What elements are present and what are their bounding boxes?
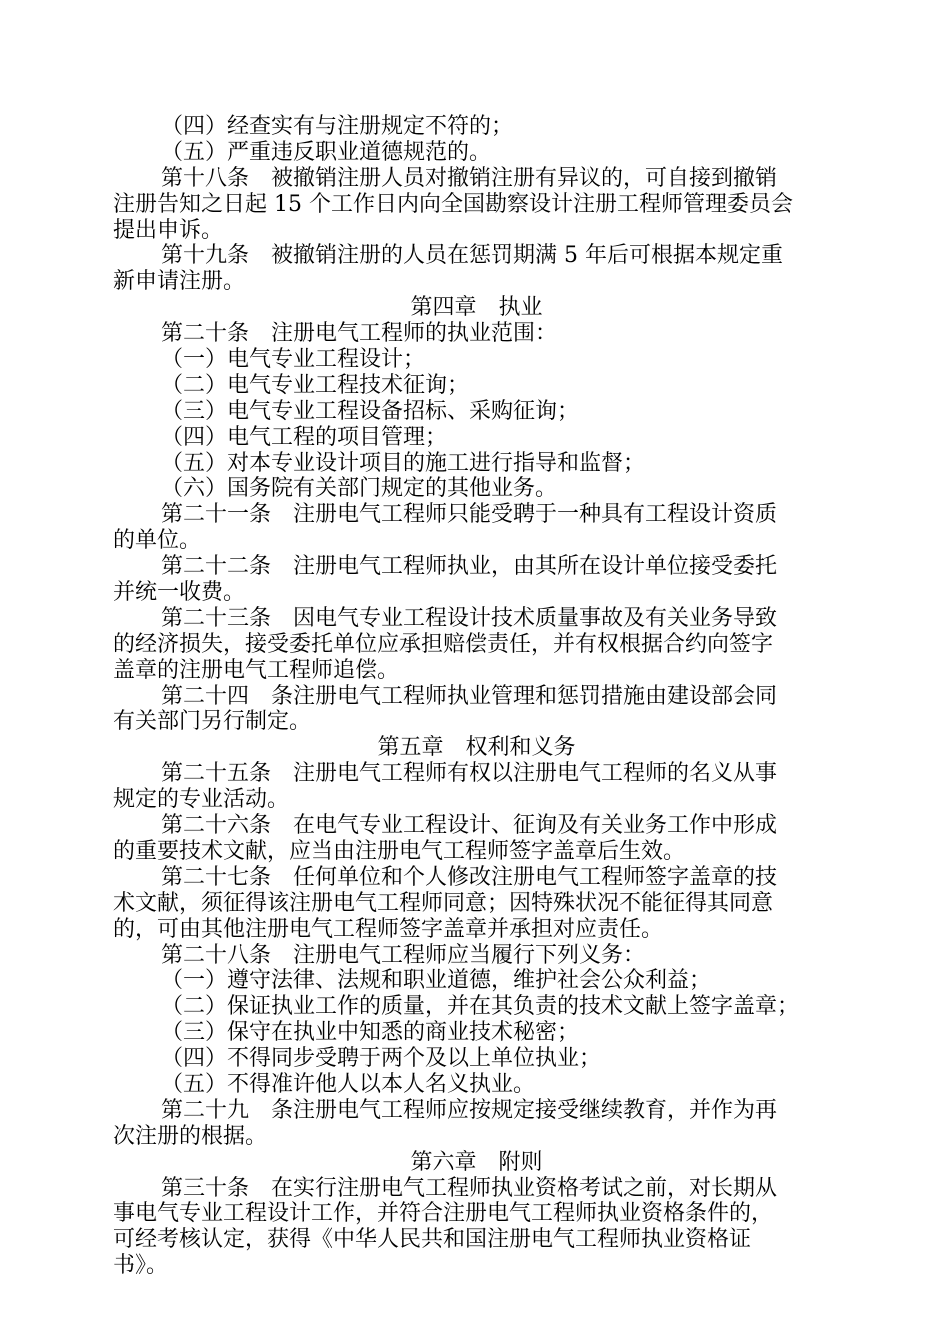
chapter-6-heading: 第六章 附则 bbox=[410, 1149, 543, 1175]
list-item: （三）电气专业工程设备招标、采购征询； bbox=[161, 398, 580, 424]
text-line: （四）经查实有与注册规定不符的； bbox=[161, 114, 514, 139]
article-24: 第二十四 条注册电气工程师执业管理和惩罚措施由建设部会同 bbox=[161, 683, 778, 709]
article-28: 第二十八条 注册电气工程师应当履行下列义务： bbox=[161, 942, 646, 968]
list-item: （四）不得同步受聘于两个及以上单位执业； bbox=[161, 1046, 602, 1072]
article-29: 第二十九 条注册电气工程师应按规定接受继续教育，并作为再 bbox=[161, 1097, 778, 1123]
list-item: （三）保守在执业中知悉的商业技术秘密； bbox=[161, 1020, 580, 1046]
article-18: 第十八条 被撤销注册人员对撤销注册有异议的，可自接到撤销 bbox=[161, 165, 778, 191]
article-20: 第二十条 注册电气工程师的执业范围： bbox=[161, 321, 558, 347]
chapter-5-heading: 第五章 权利和义务 bbox=[377, 735, 576, 761]
list-item: （二）电气专业工程技术征询； bbox=[161, 372, 470, 398]
text-line: 的经济损失，接受委托单位应承担赔偿责任，并有权根据合约向签字 bbox=[113, 631, 774, 657]
article-23: 第二十三条 因电气专业工程设计技术质量事故及有关业务导致 bbox=[161, 605, 778, 631]
list-item: （一）遵守法律、法规和职业道德，维护社会公众利益； bbox=[161, 968, 712, 994]
article-26: 第二十六条 在电气专业工程设计、征询及有关业务工作中形成 bbox=[161, 813, 778, 839]
text-line: 术文献，须征得该注册电气工程师同意；因特殊状况不能征得其同意 bbox=[113, 890, 774, 916]
text-line: 规定的专业活动。 bbox=[113, 787, 290, 813]
document-body bbox=[113, 114, 840, 1279]
text-line: 事电气专业工程设计工作，并符合注册电气工程师执业资格条件的， bbox=[113, 1201, 774, 1227]
text-line: 次注册的根据。 bbox=[113, 1123, 268, 1149]
text-line: 新申请注册。 bbox=[113, 269, 246, 295]
text-line: 注册告知之日起 15 个工作日内向全国勘察设计注册工程师管理委员会 bbox=[113, 191, 793, 217]
list-item: （五）对本专业设计项目的施工进行指导和监督； bbox=[161, 450, 646, 476]
text-line: 的重要技术文献，应当由注册电气工程师签字盖章后生效。 bbox=[113, 838, 686, 864]
text-line: 的单位。 bbox=[113, 528, 202, 554]
list-item: （二）保证执业工作的质量，并在其负责的技术文献上签字盖章； bbox=[161, 994, 800, 1020]
text-line: 有关部门另行制定。 bbox=[113, 709, 312, 735]
article-25: 第二十五条 注册电气工程师有权以注册电气工程师的名义从事 bbox=[161, 761, 778, 787]
text-line: 盖章的注册电气工程师追偿。 bbox=[113, 657, 400, 683]
article-21: 第二十一条 注册电气工程师只能受聘于一种具有工程设计资质 bbox=[161, 502, 778, 528]
list-item: （五）不得准许他人以本人名义执业。 bbox=[161, 1071, 536, 1097]
list-item: （一）电气专业工程设计； bbox=[161, 347, 426, 373]
text-line: 书》。 bbox=[113, 1253, 169, 1279]
list-item: （六）国务院有关部门规定的其他业务。 bbox=[161, 476, 558, 502]
text-line: 的，可由其他注册电气工程师签字盖章并承担对应责任。 bbox=[113, 916, 664, 942]
text-line: 可经考核认定，获得《中华人民共和国注册电气工程师执业资格证 bbox=[113, 1227, 752, 1253]
text-line: 提出申诉。 bbox=[113, 217, 224, 243]
article-30: 第三十条 在实行注册电气工程师执业资格考试之前，对长期从 bbox=[161, 1175, 778, 1201]
list-item: （四）电气工程的项目管理； bbox=[161, 424, 448, 450]
chapter-4-heading: 第四章 执业 bbox=[410, 295, 543, 321]
text-line: 并统一收费。 bbox=[113, 580, 246, 606]
article-19: 第十九条 被撤销注册的人员在惩罚期满 5 年后可根据本规定重 bbox=[161, 243, 783, 269]
article-22: 第二十二条 注册电气工程师执业，由其所在设计单位接受委托 bbox=[161, 554, 778, 580]
text-line: （五）严重违反职业道德规范的。 bbox=[161, 139, 492, 165]
article-27: 第二十七条 任何单位和个人修改注册电气工程师签字盖章的技 bbox=[161, 864, 778, 890]
